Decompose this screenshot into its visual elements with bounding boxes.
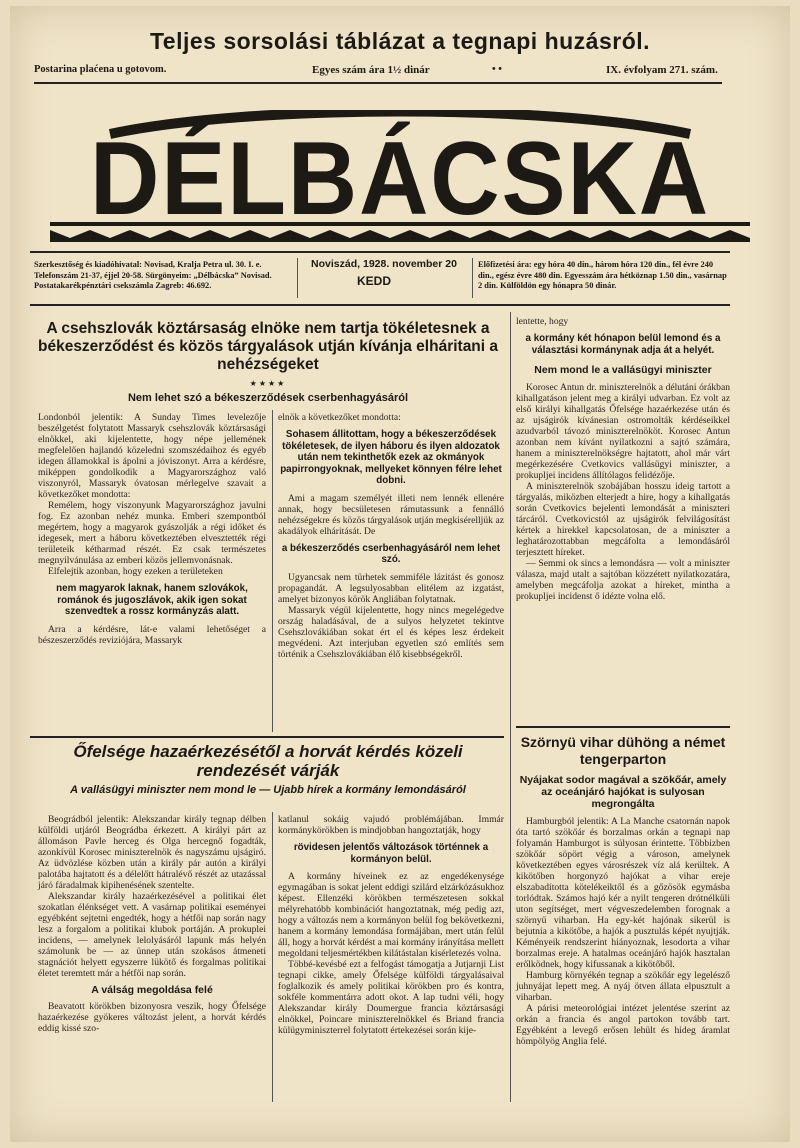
article1-paragraph: Elfelejtik azonban, hogy ezeken a területeken xyxy=(48,566,223,577)
article2-paragraph: katlanul sokáig vajudó problémájában. Immár kormánykörökben is mindjobban hangoztatják, hogy xyxy=(278,814,504,836)
article2-paragraph: Többé-kevésbé ezt a felfogást támogatja a Jutjarnji List tegnapi cikke, amely Őfelsége külföldi tárgyalásaival foglalkozik és amely politikai körökben pro és kontra, sokféle kommentárra adott okot. A lap tudni véli, hogy Alekszandar király Doumergue francia köztársasági elnökkel, Poincare miniszterelnökkel és Briand francia külügyminiszterrel folytatott értekezései során kije- xyxy=(278,959,504,1036)
article2-crosshead: A válság megoldása felé xyxy=(91,984,213,996)
article1-paragraph: Ugyancsak nem türhetek semmiféle lázitást és gonosz propagandát. A legsulyosabban elitélem az izgatást, amelyet bizonyos körök Angliában folytatnak. xyxy=(278,571,504,605)
masthead xyxy=(50,110,750,240)
info-rule-bottom xyxy=(30,304,730,306)
newspaper-page xyxy=(10,6,790,1142)
article4-paragraph: A párisi meteorológiai intézet jelentése szerint az orkán a francia és angol partokon tovább tart. Egyébként a levegő erősen lehült és hideg áramlat hömpölyög Anglia felé. xyxy=(516,1003,730,1047)
article2-paragraph: Beográdból jelentik: Alekszandar király tegnap délben külföldi utjáról Beográdba érkezett. A királyi párt az állomáson Pavle herceg és Olga hercegnő fogadták, azonkívül Korosec miniszterelnök és nagyszámu ujságiró. Az üdvözlése közben után a király pár autón a királyi palotába hajtatott és a délelőtt hátralévő részét az utazással járó fáradalmak kipihenésének szentelte. xyxy=(38,814,266,891)
column-divider xyxy=(272,812,273,1102)
article3-paragraph: Korosec Antun dr. miniszterelnök a délutáni órákban kihallgatáson jelent meg a királyi udvarban. Ez volt az első királyi kihallgatás Őfelsége hazaérkezése után és az ujságirók kívánesian ostromolták kérdéseikkel azudvarból távozó miniszterelnököt. Korosec Antun azonban nem kívánt nyilatkozni a sajtó számára, hanem a miniszterelnökségre hajtatott, ahol már várt megérkezésére Cvetkovics vallásügyi miniszter, a prokupljei incidens állítólagos felidézője. xyxy=(516,382,730,481)
article3-bold-quote: a kormány két hónapon belül lemond és a választási kormánynak adja át a helyét. xyxy=(525,333,721,356)
article3-paragraph: A miniszterelnök szobájában hosszu ideig tartott a tárgyalás, miközben elterjedt a hire, hogy a kihallgatás során Cvetkovics bejelenti lemondását a miniszteri tárcáról. Cvetkovicstól az ujságirók felvilágosítást kértek a hirekkel kapcsolatosan, de a miniszter a leghatározottabban megcáfolta a lemondásáról terjesztett híreket. xyxy=(516,481,730,558)
header-dots: • • xyxy=(492,64,502,75)
article2-paragraph: A kormány híveinek ez az engedékenysége egymagában is sokat jelent eddigi szilárd elzárkózásukhoz képest. Ellenzéki körökben természetesen sokkal mélyrehatóbb kombinációt hangoztatnak, még pedig azt, hogy a változás nem a kormányon belül fog bekövetkezni, hanem a kormány lemondása formájában, mert után felül áll, hogy a horvát kérdést a mai kormány irányítása mellett megoldani teljesmértékben kilátástalan kisérletezés volna. xyxy=(278,871,504,959)
column-divider xyxy=(510,312,511,1102)
article1-bold-quote: Sohasem állitottam, hogy a békeszerződések tökéletesek, de ilyen háboru és ilyen aldozatok után nem tekinthetők ezek az okmányok papirrongyoknak, mellyeket könnyen félre lehet dobni. xyxy=(280,429,502,486)
article4-paragraph: Hamburg környékén tegnap a szökőár egy legelésző juhnyájat lepett meg. A nyáj ötven állata elpusztult a viharban. xyxy=(516,970,730,1003)
article4-subhead: Nyájakat sodor magával a szökőár, amely az oceánjáró hajókat is sulyosan megrongálta xyxy=(519,774,727,810)
column-divider xyxy=(272,410,273,732)
article1-paragraph: Massaryk végül kijelentette, hogy nincs megelégedve ország haladásával, de a sulyos helyzetet tekintve Csehszlovákiában sokat ért el és képes lesz érdekeit megvédeni. Azt interjuban egyetlen szó említés sem történik a Csehszlovákiában élő kisebbségekről. xyxy=(278,604,504,660)
divider xyxy=(472,258,473,298)
article3 xyxy=(516,316,730,602)
article1-paragraph: Remélem, hogy viszonyunk Magyarországhoz javulni fog. Ez azonban nehéz munka. Emberi szempontból megértem, hogy a magyarok gyászolják a régi időket és idegesek, mert a háboru következtében elvesztették régi területeik kétharmad részét. Ez csak természetes megnyilvánulása az emberi közös jellemvonásnak. xyxy=(38,500,266,566)
article2-bold-quote: rövidesen jelentős változások történnek a kormányon belül. xyxy=(293,842,489,865)
article3-paragraph: lentette, hogy xyxy=(516,316,569,327)
article1-paragraph: Londonból jelentik: A Sunday Times levelezője beszélgetést folytatott Massaryk csehszlovák köztársasági elnökkel, aki kijelentette, hogy népe jellemének megfelelően hajlandó közeledni szomszédaihoz és egyéb idegen államokkal is ápolni a jóviszonyt. Arra a kérdésre, miképpen gondolkodik a Magyarországhoz való viszonyról, Massaryk óvatosan mérlegelve szavait a következőket mondotta: xyxy=(38,412,266,500)
article4-headline: Szörnyü vihar dühöng a német tengerparton xyxy=(520,734,726,767)
subscription-info: Előfizetési ára: egy hóra 40 din., három hóra 120 din., fél évre 240 din., egész évre 480 din. Egyesszám ára hétköznap 1.50 din., vasárnap 2 din. Külföldön egy hónapra 50 dinár. xyxy=(478,260,727,290)
header-rule xyxy=(34,82,722,84)
article1-subhead: Nem lehet szó a békeszerződések cserbenhagyásáról xyxy=(127,392,409,404)
weekday: KEDD xyxy=(356,274,391,288)
article2-column1 xyxy=(38,814,266,1034)
article1-column1 xyxy=(38,412,266,646)
postage-note: Postarina plaćena u gotovom. xyxy=(34,64,167,75)
article1-paragraph: elnök a következőket mondotta: xyxy=(278,412,401,423)
info-rule-top xyxy=(30,251,730,253)
volume-number: IX. évfolyam 271. szám. xyxy=(606,64,718,76)
masthead-title: DÉLBÁCSKA xyxy=(90,121,710,237)
article2-column2 xyxy=(278,814,504,1036)
article1-headline: A csehszlovák köztársaság elnöke nem tartja tökéletesnek a békeszerződést és közös tárgyalások utján kívánja elháritani a nehézségeket xyxy=(37,320,499,373)
price-note: Egyes szám ára 1½ dinár xyxy=(312,64,430,76)
article3-paragraph: — Semmi ok sincs a lemondásra — volt a miniszter válasza, majd utalt a sajtóban közzétett nyilatkozatára, amelyben megcáfolja azokat a híreket, mintha a prokupljei incidenst ő idézte volna elő. xyxy=(516,558,730,602)
editorial-info: Szerkesztőség és kiadóhivatal: Novisad, Kralja Petra ul. 30. I. e. Telefonszám 21-37, éjjel 20-58. Sürgönyeim: „Délbácska” Novisad. Postatakarékpénztári csekszámla Zagreb: 46.692. xyxy=(34,260,272,290)
article2-paragraph: Alekszandar király hazaérkezésével a politikai élet szokatlan élénkséget vett. A vasárnap politikai eseményei egyébként sejtetni engedték, hogy a hétfői nap során nagy lesz a forgalom a politikai klubok portáján. A prokuplei incidens, — amelynek lelolyásáról lapunk más helyén számolunk be — az ünnep után szokásos átmeneti stagnációt helyett egyszerre lükötő és forgalmas politikai életet teremtett már a hétfői nap során. xyxy=(38,891,266,979)
date-line: Noviszád, 1928. november 20 xyxy=(311,258,457,270)
masthead-logo xyxy=(50,110,750,242)
article2-paragraph: Beavatott körökben bizonyosra veszik, hogy Őfelsége hazaérkezése gyökeres változást jelent, a horvát kérdés eddig kissé szo- xyxy=(38,1001,266,1034)
article1-column2 xyxy=(278,412,504,660)
article1-stars: ★★★★ xyxy=(249,379,287,388)
article1-paragraph: Ami a magam személyét illeti nem lennék ellenére annak, hogy becsületesen rámutassunk a fennálló nehézségekre és közös tárgyalások utján megkisérelljük az akadályok elháritását. De xyxy=(278,492,504,537)
article2-headline: Őfelsége hazaérkezésétől a horvát kérdés közeli rendezését várják xyxy=(73,742,463,780)
article3-subhead: Nem mond le a vallásügyi miniszter xyxy=(534,364,712,376)
divider xyxy=(297,258,298,298)
top-advertisement: Teljes sorsolási táblázat a tegnapi huzásról. xyxy=(149,28,651,54)
section-rule xyxy=(516,726,730,728)
article2-subhead: A vallásügyi miniszter nem mond le — Ujabb hírek a kormány lemondásáról xyxy=(70,784,466,796)
article1-bold-quote: nem magyarok laknak, hanem szlovákok, románok és jugoszlávok, akik igen sokat szenvedtek a rossz kormányzás alatt. xyxy=(56,583,248,617)
section-rule xyxy=(30,736,504,738)
article4 xyxy=(516,734,730,1047)
article4-paragraph: Hamburgból jelentik: A La Manche csatornán napok óta tartó szökőár és borzalmas orkán a tegnapi nap folyamán Hamburgot is súlyosan érintette. Többizben szökőár söpört végig a városon, amelynek következtében egyes városrészek víz alá kerültek. A kikötőben horgonyzó hajókat a vihar ereje elszabadította kötelékeiktől és a gőzösök egymásba torlódtak. Számos hajó kér a nyilt tengeren drótnélküli uton segítséget, mert végveszedelemben forognak a szörnyű viharban. Ha egy-két hajónak sikerül is bejutnia a kikötőbe, a hajók a pusztulás képét nyujtják. Kéményeik rendszerint hiányoznak, lesodorta a vihar borzalmas ereje. A hatalmas oceánjáró hajók hasztalan erőlködnek, hogy kifussanak a kikötőből. xyxy=(516,816,730,970)
article1-paragraph: Arra a kérdésre, lát-e valami lehetőséget a bészeszerződés reviziójára, Massaryk xyxy=(38,623,266,646)
article1-bold-quote: a békeszerződés cserbenhagyásáról nem lehet szó. xyxy=(281,542,501,565)
